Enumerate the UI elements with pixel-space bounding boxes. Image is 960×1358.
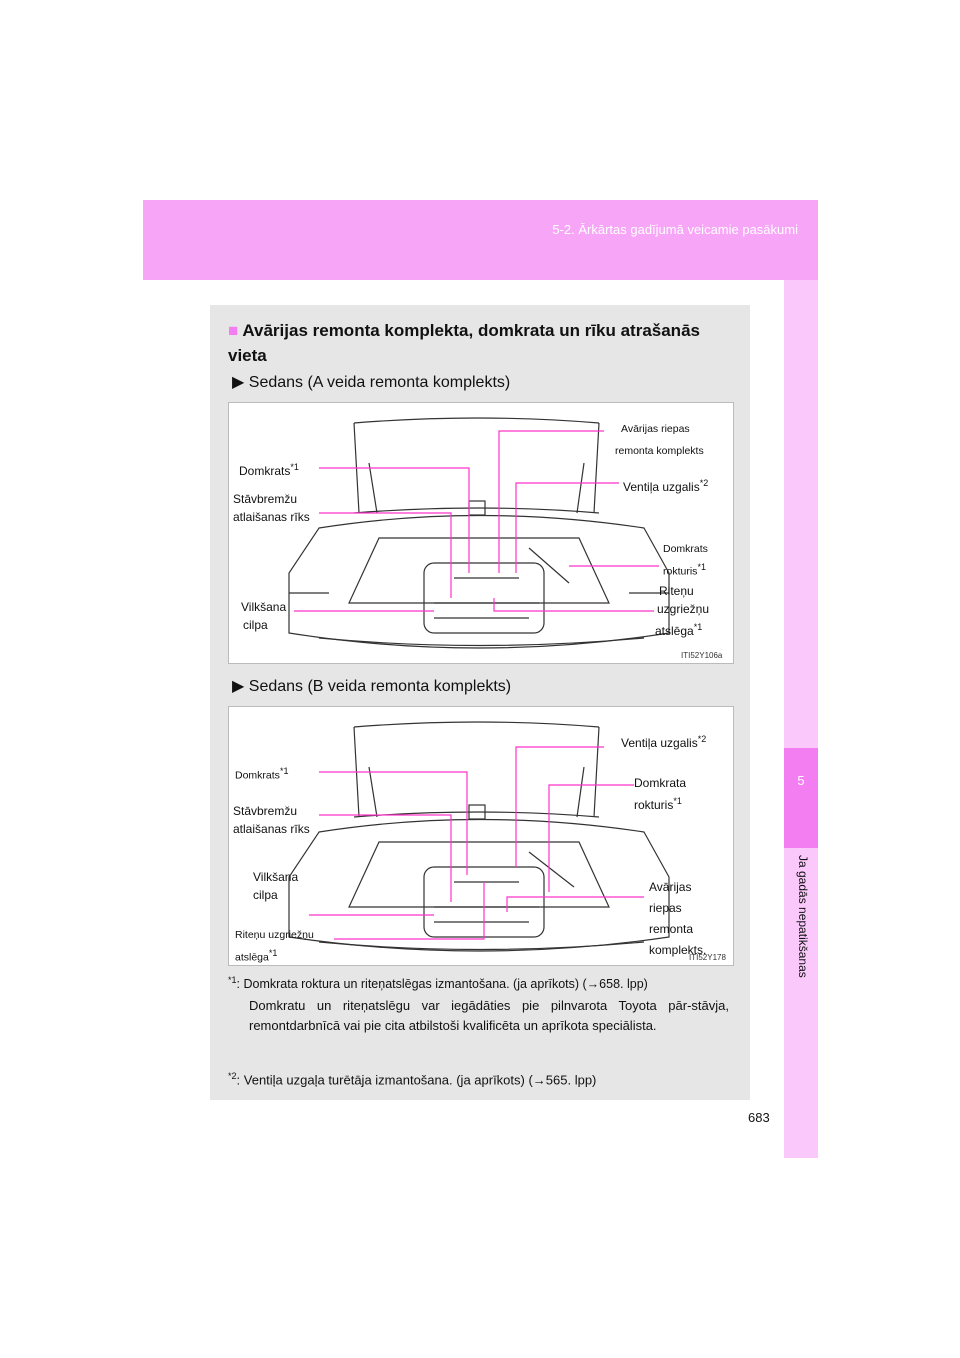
figure-sedan-b [228, 706, 734, 966]
label-wrench-b-2: atslēga$^{*1}$ [235, 948, 278, 964]
label-valve-tool-a: Ventiļa uzgalis$^{*2}$ [623, 478, 709, 494]
label-repair-kit-a-2: remonta komplekts [615, 445, 704, 457]
label-tow-hook-a-1: Vilkšana [241, 600, 287, 614]
label-jack-handle-a-2: rokturis$^{*1}$ [663, 562, 706, 578]
label-kit-b-2: riepas [649, 901, 682, 915]
label-brake-tool-a-1: Stāvbremžu [233, 492, 298, 506]
label-jack-handle-a-1: Domkrats [663, 543, 708, 555]
label-repair-kit-a-1: Avārijas riepas [621, 423, 690, 435]
footnote-1: $^{*1}$: Domkrata roktura un riteņatslēgas izmantošana. (ja aprīkots) (→658. lpp) [228, 975, 648, 992]
label-wrench-b-1: Riteņu uzgriežņu [235, 929, 314, 941]
label-wrench-a-3: atslēga$^{*1}$ [655, 622, 703, 638]
chapter-label: Ja gadās nepatikšanas [796, 855, 810, 978]
label-tow-hook-b-2: cilpa [253, 888, 278, 902]
arrow-icon: ▶ [232, 374, 245, 391]
label-tow-hook-b-1: Vilkšana [253, 870, 299, 884]
section-a-heading [232, 372, 510, 392]
label-kit-b-4: komplekts. [649, 943, 707, 957]
figure-sedan-a [228, 402, 734, 664]
label-jack-b: Domkrats$^{*1}$ [235, 766, 289, 782]
label-brake-tool-a-2: atlaišanas rīks [233, 510, 310, 524]
section-b-label: Sedans (B veida remonta komplekts) [248, 678, 512, 695]
square-bullet-icon: ■ [228, 321, 239, 340]
page-number: 683 [748, 1110, 770, 1125]
label-jack-handle-b-1: Domkrata [634, 776, 687, 790]
label-wrench-a-1: Riteņu [659, 584, 694, 598]
label-valve-tool-b: Ventiļa uzgalis$^{*2}$ [621, 734, 707, 750]
section-a-label: Sedans (A veida remonta komplekts) [248, 374, 511, 391]
figure-code-a: ITI52Y106a [681, 651, 723, 660]
section-b-heading [232, 676, 511, 696]
label-kit-b-3: remonta [649, 922, 694, 936]
label-brake-tool-b-2: atlaišanas rīks [233, 822, 310, 836]
page-title [228, 318, 728, 368]
section-header [143, 200, 818, 280]
section-title: 5-2. Ārkārtas gadījumā veicamie pasākumi [552, 222, 798, 237]
title-text: Avārijas remonta komplekta, domkrata un rīku atrašanās vieta [228, 321, 700, 365]
label-wrench-a-2: uzgriežņu [657, 602, 710, 616]
figure-code-b: ITI52Y178 [689, 953, 726, 962]
label-tow-hook-a-2: cilpa [243, 618, 268, 632]
footnote-1-body: Domkratu un riteņatslēgu var iegādāties pie pilnvarota Toyota pār-stāvja, remontdarbnīcā vai pie cita atbilstoši kvalificēta un aprīkota speciālista. [249, 998, 729, 1033]
label-brake-tool-b-1: Stāvbremžu [233, 804, 298, 818]
label-jack-a: Domkrats$^{*1}$ [239, 462, 299, 478]
chapter-number: 5 [784, 748, 818, 848]
footnote-2: $^{*2}$: Ventiļa uzgaļa turētāja izmantošana. (ja aprīkots) (→565. lpp) [228, 1071, 597, 1088]
label-kit-b-1: Avārijas [649, 880, 692, 894]
arrow-icon: ▶ [232, 678, 245, 695]
label-jack-handle-b-2: rokturis$^{*1}$ [634, 796, 682, 812]
